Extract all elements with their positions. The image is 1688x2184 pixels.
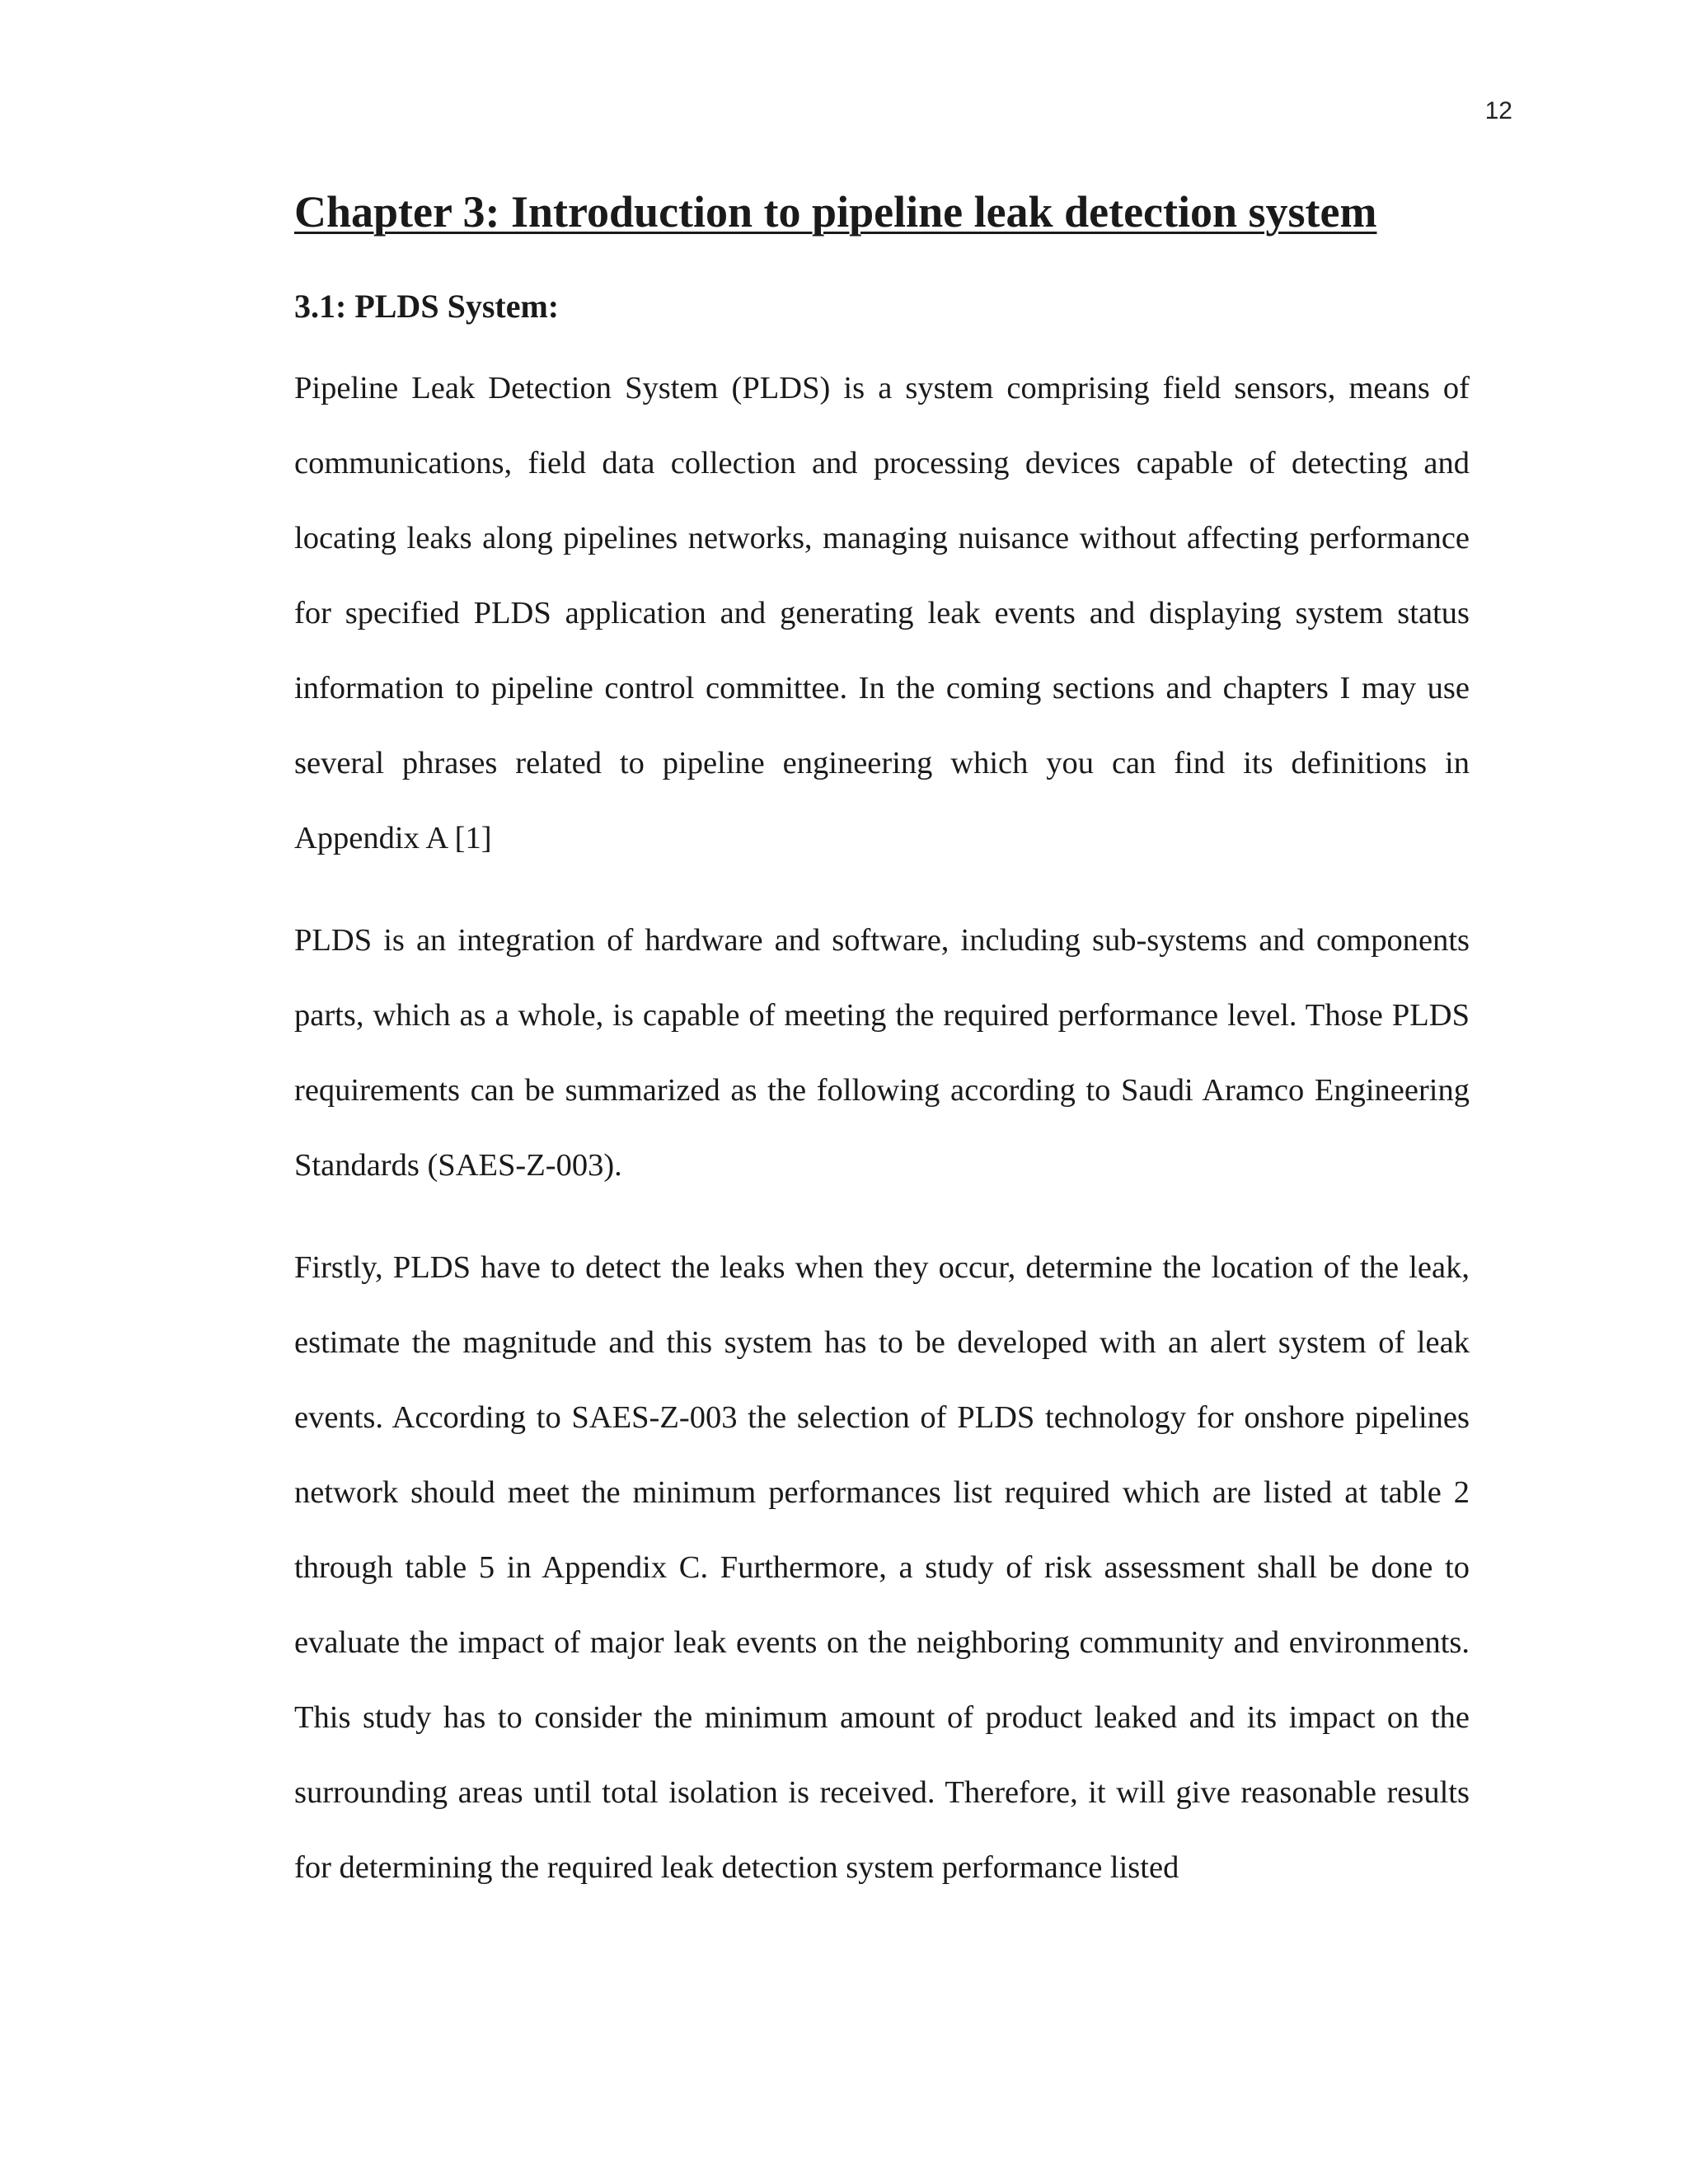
paragraph-1: Pipeline Leak Detection System (PLDS) is a system comprising field sensors, means of communications, field data collection and processing devices capable of detecting and locating leaks along pipelines networks, managing nuisance without affecting performance for specified PLDS application and generating leak events and displaying system status information to pipeline control committee. In the coming sections and chapters I may use several phrases related to pipeline engineering which you can find its definitions in Appendix A [1] — [294, 370, 1470, 855]
chapter-title: Chapter 3: Introduction to pipeline leak detection system — [294, 187, 1377, 237]
page-content — [294, 185, 1470, 1933]
page-number: 12 — [1484, 97, 1512, 124]
paragraph-3: Firstly, PLDS have to detect the leaks when they occur, determine the location of the leak, estimate the magnitude and this system has to be developed with an alert system of leak events. According to SAES-Z-003 the selection of PLDS technology for onshore pipelines network should meet the minimum performances list required which are listed at table 2 through table 5 in Appendix C. Furthermore, a study of risk assessment shall be done to evaluate the impact of major leak events on the neighboring community and environments. This study has to consider the minimum amount of product leaked and its impact on the surrounding areas until total isolation is received. Therefore, it will give reasonable results for determining the required leak detection system performance listed — [294, 1249, 1470, 1885]
paragraph-2: PLDS is an integration of hardware and software, including sub-systems and components parts, which as a whole, is capable of meeting the required performance level. Those PLDS requirements can be summarized as the following according to Saudi Aramco Engineering Standards (SAES-Z-003). — [294, 922, 1470, 1183]
section-heading: 3.1: PLDS System: — [294, 287, 560, 325]
